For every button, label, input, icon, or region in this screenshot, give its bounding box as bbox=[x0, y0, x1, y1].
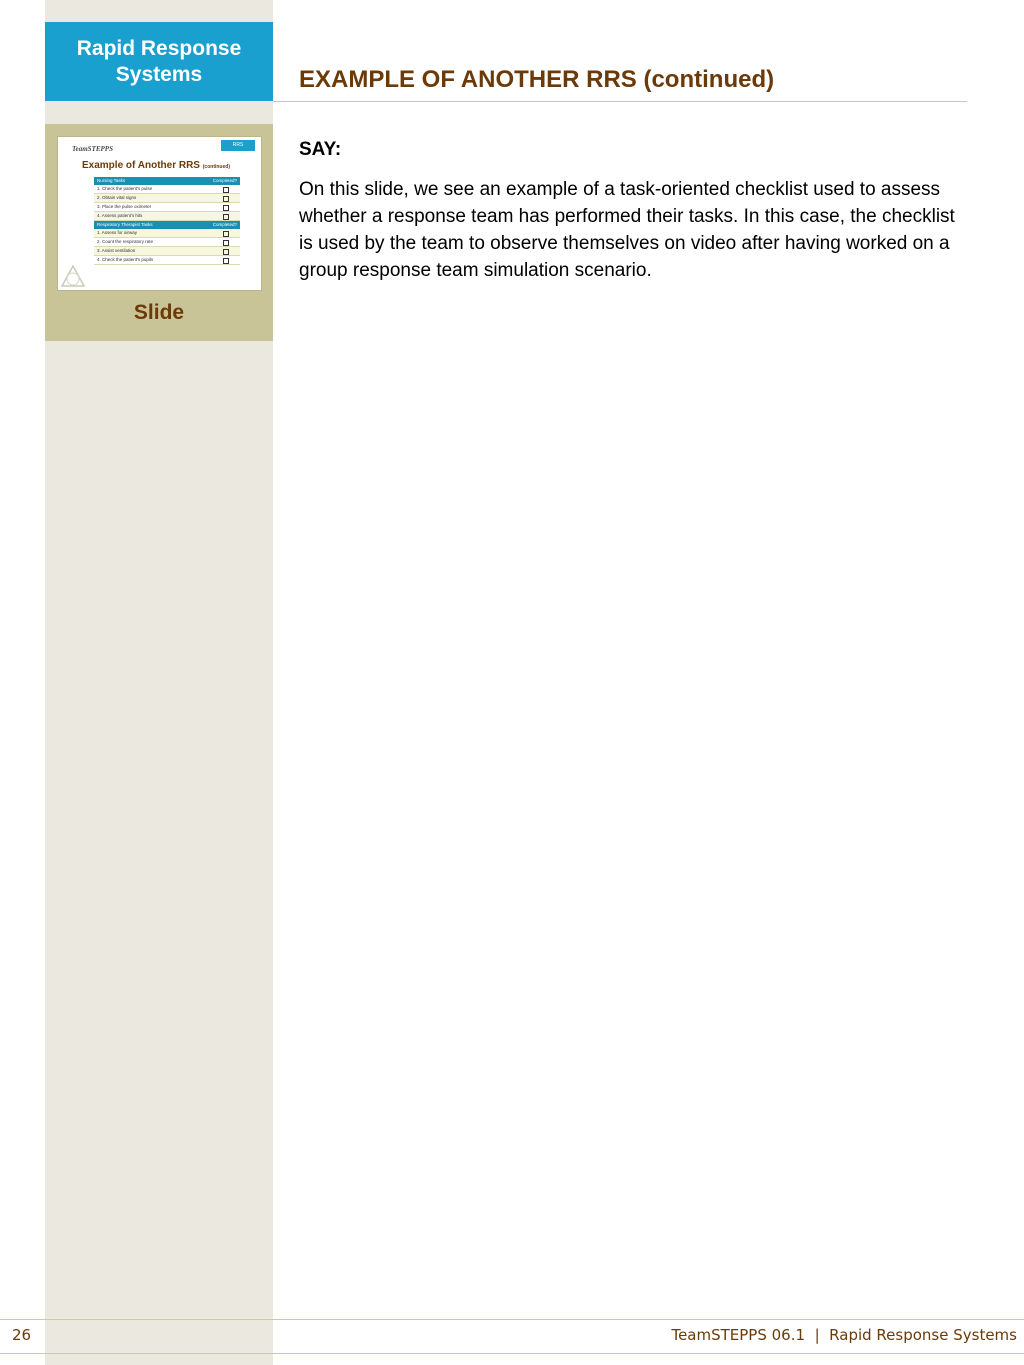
thumbnail-row bbox=[94, 229, 240, 238]
checkbox-icon bbox=[223, 249, 229, 255]
thumbnail-row bbox=[94, 256, 240, 265]
section-tab-line2: Systems bbox=[115, 62, 203, 86]
page-title: EXAMPLE OF ANOTHER RRS (continued) bbox=[299, 66, 775, 93]
say-label: SAY: bbox=[299, 139, 342, 160]
thumbnail-row bbox=[94, 238, 240, 247]
thumbnail-row-label: 3. Place the pulse oximeter bbox=[97, 204, 152, 209]
slide-panel bbox=[45, 124, 273, 341]
thumbnail-header-label: Nursing Tasks bbox=[97, 178, 126, 183]
footer-text: TeamSTEPPS 06.1 | Rapid Response Systems bbox=[671, 1326, 1017, 1344]
thumbnail-checklist bbox=[94, 177, 240, 265]
checkbox-icon bbox=[223, 258, 229, 264]
checkbox-icon bbox=[223, 240, 229, 246]
title-divider bbox=[273, 101, 967, 102]
teamstepps-triangle-icon bbox=[58, 260, 88, 290]
checkbox-icon bbox=[223, 231, 229, 237]
thumbnail-title bbox=[82, 160, 230, 171]
slide-thumbnail[interactable] bbox=[57, 136, 262, 291]
thumbnail-table-header bbox=[94, 177, 240, 185]
thumbnail-row-label: 2. Obtain vital signs bbox=[97, 195, 137, 200]
body-paragraph: On this slide, we see an example of a task-oriented checklist used to assess whether a response team has performed their tasks. In this case, the checklist is used by the team to observe themselves on video after having worked on a group response team simulation scenario. bbox=[299, 179, 955, 281]
thumbnail-row bbox=[94, 247, 240, 256]
thumbnail-row-label: 3. Assist ventilation bbox=[97, 248, 136, 253]
thumbnail-title-suffix: (continued) bbox=[202, 164, 230, 170]
footer-divider-top bbox=[0, 1319, 1024, 1320]
thumbnail-row bbox=[94, 203, 240, 212]
thumbnail-row bbox=[94, 185, 240, 194]
thumbnail-row-label: 4. Check the patient's pupils bbox=[97, 257, 154, 262]
thumbnail-row bbox=[94, 194, 240, 203]
thumbnail-row bbox=[94, 212, 240, 221]
thumbnail-header-col: Completed? bbox=[212, 178, 237, 183]
thumbnail-row-label: 1. Check the patient's pulse bbox=[97, 186, 153, 191]
checkbox-icon bbox=[223, 196, 229, 202]
checkbox-icon bbox=[223, 214, 229, 220]
checkbox-icon bbox=[223, 205, 229, 211]
footer-divider-bottom bbox=[0, 1353, 1024, 1354]
thumbnail-header-label: Respiratory Therapist Tasks bbox=[97, 222, 153, 227]
thumbnail-row-label: 2. Count the respiratory rate bbox=[97, 239, 154, 244]
thumbnail-header-col: Completed? bbox=[212, 222, 237, 227]
thumbnail-logo: TeamSTEPPS bbox=[72, 145, 113, 153]
page-number: 26 bbox=[12, 1326, 32, 1344]
checkbox-icon bbox=[223, 187, 229, 193]
section-tab bbox=[45, 22, 273, 101]
thumbnail-tag: RRS bbox=[221, 140, 255, 151]
slide-label: Slide bbox=[133, 301, 185, 324]
thumbnail-row-label: 4. Assess patient's hits bbox=[97, 213, 143, 218]
thumbnail-table-header bbox=[94, 221, 240, 229]
section-tab-line1: Rapid Response bbox=[76, 36, 242, 60]
thumbnail-row-label: 1. Assess for airway bbox=[97, 230, 138, 235]
thumbnail-title-text: Example of Another RRS bbox=[82, 160, 200, 171]
